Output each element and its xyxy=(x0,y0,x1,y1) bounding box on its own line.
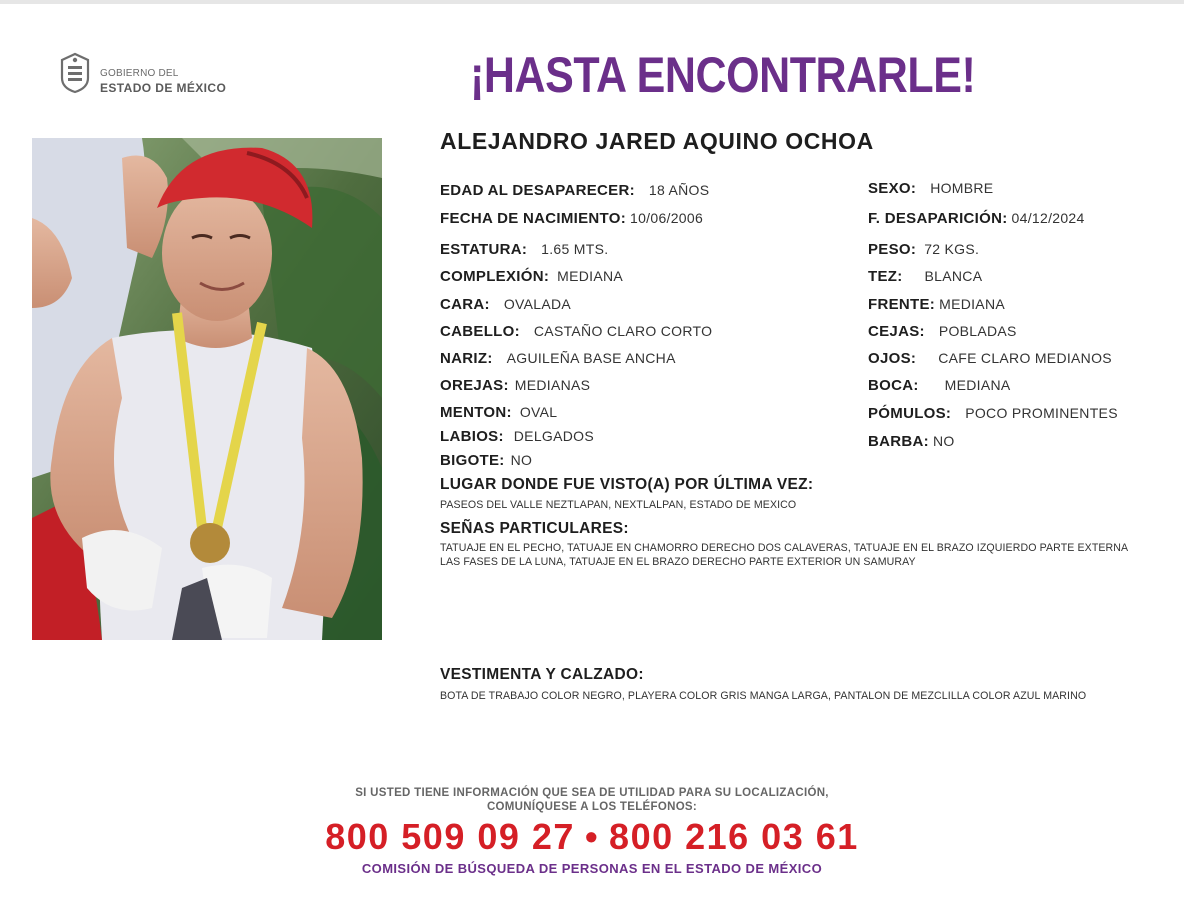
field-value: OVAL xyxy=(519,404,558,420)
field-label: CEJAS: xyxy=(868,323,925,340)
field-value: BLANCA xyxy=(924,268,983,284)
field-value: MEDIANA xyxy=(939,296,1005,312)
field-cejas xyxy=(868,323,1017,340)
logo-line1: GOBIERNO DEL xyxy=(100,68,179,79)
field-fecha-nacimiento xyxy=(440,210,703,227)
phone-1[interactable]: 800 509 09 27 xyxy=(325,816,575,857)
field-value: OVALADA xyxy=(503,296,572,312)
field-label: BOCA: xyxy=(868,377,919,394)
field-label: PÓMULOS: xyxy=(868,405,952,422)
field-label: SEXO: xyxy=(868,180,917,197)
field-value: MEDIANA xyxy=(557,268,624,284)
field-edad xyxy=(440,182,709,199)
field-sexo xyxy=(868,180,993,197)
field-label: EDAD AL DESAPARECER: xyxy=(440,182,635,199)
field-fecha-desaparicion xyxy=(868,210,1085,227)
headline: ¡HASTA ENCONTRARLE! xyxy=(470,47,976,103)
government-logo xyxy=(58,52,238,96)
field-label: COMPLEXIÓN: xyxy=(440,268,550,285)
field-value: MEDIANAS xyxy=(514,377,591,393)
phone-2[interactable]: 800 216 03 61 xyxy=(609,816,859,857)
field-nariz xyxy=(440,350,676,367)
field-menton xyxy=(440,404,557,421)
field-label: FRENTE: xyxy=(868,296,936,313)
field-label: F. DESAPARICIÓN: xyxy=(868,210,1008,227)
clothing-text: BOTA DE TRABAJO COLOR NEGRO, PLAYERA COLOR GRIS MANGA LARGA, PANTALON DE MEZCLILLA COLOR AZUL MARINO xyxy=(440,690,1087,702)
field-cara xyxy=(440,296,571,313)
field-value: AGUILEÑA BASE ANCHA xyxy=(506,350,676,366)
field-label: CABELLO: xyxy=(440,323,520,340)
field-value: 10/06/2006 xyxy=(630,210,704,226)
commission-name: COMISIÓN DE BÚSQUEDA DE PERSONAS EN EL ESTADO DE MÉXICO xyxy=(361,861,823,876)
field-value: HOMBRE xyxy=(930,180,994,196)
field-value: POCO PROMINENTES xyxy=(965,405,1118,421)
last-seen-text: PASEOS DEL VALLE NEZTLAPAN, NEXTLALPAN, ESTADO DE MEXICO xyxy=(440,499,797,511)
field-labios xyxy=(440,428,594,445)
phone-separator: • xyxy=(584,816,600,857)
field-bigote xyxy=(440,452,532,469)
person-photo xyxy=(32,138,382,640)
field-frente xyxy=(868,296,1005,313)
field-label: CARA: xyxy=(440,296,490,313)
phone-numbers xyxy=(0,816,1184,858)
contact-info-line2: COMUNÍQUESE A LOS TELÉFONOS: xyxy=(486,801,698,813)
field-tez xyxy=(868,268,982,285)
field-label: NARIZ: xyxy=(440,350,493,367)
field-estatura xyxy=(440,241,608,258)
last-seen-title: LUGAR DONDE FUE VISTO(A) POR ÚLTIMA VEZ: xyxy=(440,476,814,493)
field-label: BARBA: xyxy=(868,433,929,450)
field-value: 04/12/2024 xyxy=(1011,210,1085,226)
field-label: BIGOTE: xyxy=(440,452,505,469)
field-label: ESTATURA: xyxy=(440,241,528,258)
field-label: FECHA DE NACIMIENTO: xyxy=(440,210,626,227)
field-complexion xyxy=(440,268,623,285)
field-label: MENTON: xyxy=(440,404,512,421)
field-value: MEDIANA xyxy=(944,377,1011,393)
field-ojos xyxy=(868,350,1112,367)
field-value: 18 AÑOS xyxy=(648,182,710,198)
clothing-title: VESTIMENTA Y CALZADO: xyxy=(440,666,644,683)
logo-line2: ESTADO DE MÉXICO xyxy=(100,81,227,95)
marks-title: SEÑAS PARTICULARES: xyxy=(440,520,629,537)
top-border xyxy=(0,0,1184,4)
field-value: NO xyxy=(932,433,955,449)
field-barba xyxy=(868,433,955,450)
field-value: CASTAÑO CLARO CORTO xyxy=(533,323,713,339)
field-value: 72 KGS. xyxy=(924,241,980,257)
field-label: TEZ: xyxy=(868,268,903,285)
field-value: CAFE CLARO MEDIANOS xyxy=(938,350,1112,366)
field-label: OREJAS: xyxy=(440,377,509,394)
contact-info xyxy=(0,786,1184,814)
field-value: 1.65 MTS. xyxy=(541,241,609,257)
contact-info-line1: SI USTED TIENE INFORMACIÓN QUE SEA DE UTILIDAD PARA SU LOCALIZACIÓN, xyxy=(355,787,829,799)
field-peso xyxy=(868,241,979,258)
field-value: POBLADAS xyxy=(938,323,1017,339)
person-name: ALEJANDRO JARED AQUINO OCHOA xyxy=(440,128,874,154)
field-label: PESO: xyxy=(868,241,917,258)
marks-text: TATUAJE EN EL PECHO, TATUAJE EN CHAMORRO DERECHO DOS CALAVERAS, TATUAJE EN EL BRAZO IZQUIERDO PARTE EXTERNA LAS FASES DE LA LUNA, TATUAJE EN EL BRAZO DERECHO PARTE EXTERIOR UN SAMURAY xyxy=(440,542,1128,568)
field-orejas xyxy=(440,377,590,394)
field-label: OJOS: xyxy=(868,350,917,367)
field-cabello xyxy=(440,323,712,340)
field-value: NO xyxy=(510,452,533,468)
field-pomulos xyxy=(868,405,1118,422)
field-label: LABIOS: xyxy=(440,428,504,445)
field-value: DELGADOS xyxy=(513,428,594,444)
state-seal-icon xyxy=(58,52,92,94)
field-boca xyxy=(868,377,1011,394)
